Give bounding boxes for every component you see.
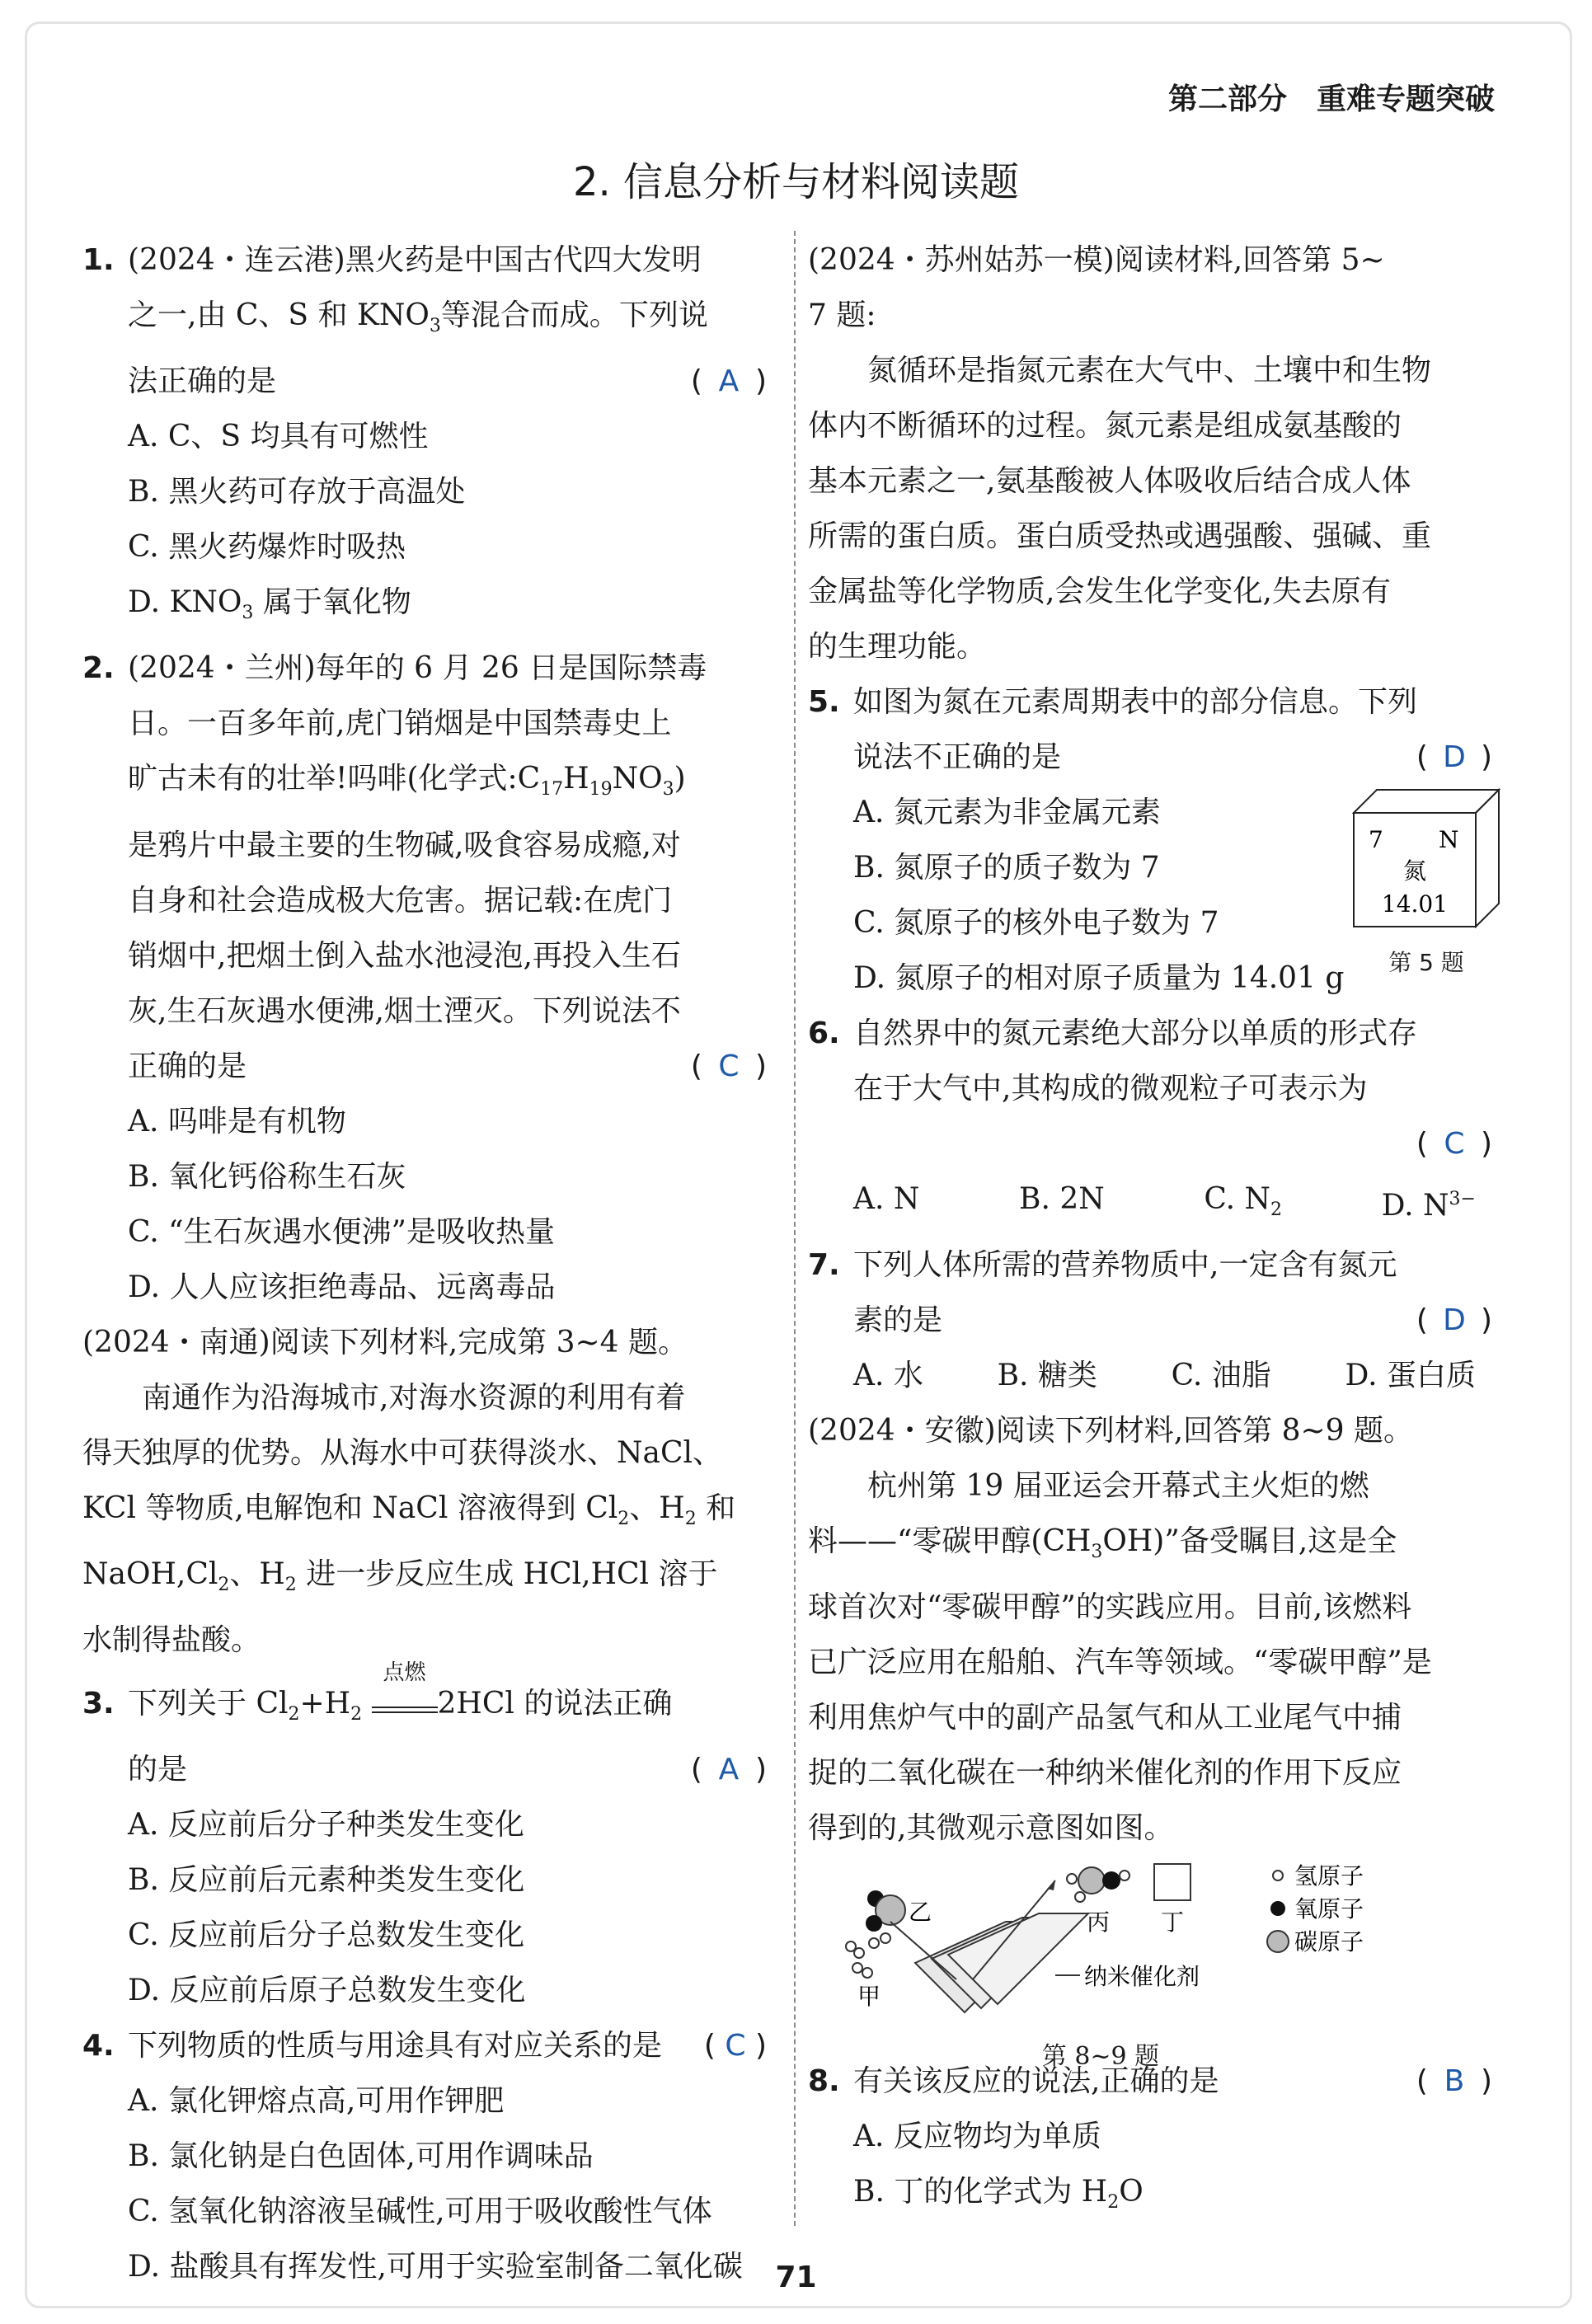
question-text: 自然界中的氮元素绝大部分以单质的形式存 xyxy=(853,1016,1418,1050)
question-text: 的是 xyxy=(128,1753,188,1787)
option-b: B. 2N xyxy=(1018,1182,1105,1216)
q7-options xyxy=(808,1348,1492,1403)
label-ding: 丁 xyxy=(1161,1908,1185,1937)
material-text: 利用焦炉气中的副产品氢气和从工业尾气中捕 xyxy=(808,1701,1402,1735)
question-6 xyxy=(808,1006,1492,1171)
figure-caption: 第 8~9 题 xyxy=(1041,2042,1160,2072)
question-number: 7. xyxy=(808,1248,840,1283)
answer-box: ( C ) xyxy=(1416,1127,1492,1161)
question-number: 2. xyxy=(82,651,115,686)
label-bing: 丙 xyxy=(1087,1908,1111,1937)
material-text: 南通作为沿海城市,对海水资源的利用有着 xyxy=(142,1380,686,1415)
header-part: 第二部分 xyxy=(1167,82,1287,116)
question-text: 素的是 xyxy=(853,1303,943,1338)
material-text: $NaOH,Cl_2$、$H_2$ 进一步反应生成 HCl,HCl 溶于 xyxy=(82,1556,718,1595)
question-text: 下列人体所需的营养物质中,一定含有氮元 xyxy=(853,1248,1397,1283)
material-text: KCl 等物质,电解饱和 NaCl 溶液得到 $Cl_2$、$H_2$ 和 xyxy=(82,1491,736,1529)
material-text: 球首次对“零碳甲醇”的实践应用。目前,该燃料 xyxy=(808,1590,1412,1625)
material-text: 的生理功能。 xyxy=(808,630,987,664)
option-a: A. 反应前后分子种类发生变化 xyxy=(128,1808,524,1843)
question-text: 日。一百多年前,虎门销烟是中国禁毒史上 xyxy=(128,707,672,741)
option-b: B. 氯化钠是白色固体,可用作调味品 xyxy=(128,2139,594,2174)
question-text: 下列关于 $Cl_2+H_2$ 点燃 2HCl 的说法正确 xyxy=(128,1660,673,1725)
option-d: D. 盐酸具有挥发性,可用于实验室制备二氧化碳 xyxy=(128,2250,743,2284)
label-catalyst: 纳米催化剂 xyxy=(1084,1963,1200,1991)
right-column xyxy=(808,232,1492,2231)
option-c: C. 黑火药爆炸时吸热 xyxy=(128,530,406,565)
question-8 xyxy=(808,2054,1492,2109)
answer-box: ( A ) xyxy=(690,1753,767,1787)
option-d: D. 蛋白质 xyxy=(1345,1359,1476,1393)
reaction-micro-diagram xyxy=(808,1856,1492,2072)
material-text: 捉的二氧化碳在一种纳米催化剂的作用下反应 xyxy=(808,1756,1402,1791)
header-section: 重难专题突破 xyxy=(1316,82,1495,116)
option-c: C. 氢氧化钠溶液呈碱性,可用于吸收酸性气体 xyxy=(128,2195,712,2229)
material-source: (2024・南通)阅读下列材料,完成第 3~4 题。 xyxy=(82,1325,688,1359)
label-jia: 甲 xyxy=(857,1983,881,2011)
material-8-9 xyxy=(808,1403,1492,1856)
question-number: 5. xyxy=(808,685,840,719)
periodic-cell-icon xyxy=(1352,788,1500,928)
option-a: A. 氮元素为非金属元素 xyxy=(853,796,1161,829)
element-symbol: N xyxy=(1439,826,1459,853)
element-cell-figure xyxy=(1352,788,1500,979)
question-text: 如图为氮在元素周期表中的部分信息。下列 xyxy=(853,685,1418,719)
option-d: D. $N^{3-}$ xyxy=(1381,1189,1476,1223)
option-a: A. 水 xyxy=(853,1359,923,1393)
page-number: 71 xyxy=(775,2261,817,2294)
option-c: C. “生石灰遇水便沸”是吸收热量 xyxy=(128,1214,555,1249)
question-7 xyxy=(808,1237,1492,1348)
question-text: 自身和社会造成极大危害。据记载:在虎门 xyxy=(128,883,673,918)
answer-box: ( C ) xyxy=(703,2029,767,2063)
question-number: 3. xyxy=(82,1686,115,1721)
question-number: 8. xyxy=(808,2064,840,2099)
material-text: 所需的蛋白质。蛋白质受热或遇强酸、强碱、重 xyxy=(808,519,1432,553)
material-5-7 xyxy=(808,232,1492,674)
question-text: 灰,生石灰遇水便沸,烟土湮灭。下列说法不 xyxy=(128,993,681,1028)
material-source: 7 题: xyxy=(808,298,876,332)
option-a: A. N xyxy=(853,1182,920,1216)
material-text: 得到的,其微观示意图如图。 xyxy=(808,1811,1174,1846)
atomic-number: 7 xyxy=(1369,826,1383,853)
answer-box: ( A ) xyxy=(690,364,767,399)
legend-hydrogen: 氢原子 xyxy=(1294,1862,1364,1890)
option-d: D. $KNO_3$ 属于氧化物 xyxy=(128,585,411,624)
option-c: C. 油脂 xyxy=(1171,1359,1271,1393)
option-d: D. 氮原子的相对原子质量为 14.01 g xyxy=(853,961,1345,995)
material-text: 基本元素之一,氨基酸被人体吸收后结合成人体 xyxy=(808,464,1411,498)
question-text: 是鸦片中最主要的生物碱,吸食容易成瘾,对 xyxy=(128,828,681,862)
question-number: 1. xyxy=(82,243,115,277)
reaction-arrow: 点燃 xyxy=(372,1687,438,1713)
material-text: 体内不断循环的过程。氮元素是组成氨基酸的 xyxy=(808,409,1402,443)
question-text: 之一,由 C、S 和 $KNO_3$等混合而成。下列说 xyxy=(128,298,708,337)
question-text: 法正确的是 xyxy=(128,364,277,399)
question-2 xyxy=(82,641,767,1093)
question-4 xyxy=(82,2018,767,2073)
question-text: 旷古未有的壮举!吗啡(化学式$:C_{17}H_{19}NO_3$) xyxy=(128,762,686,800)
label-yi: 乙 xyxy=(909,1899,932,1927)
question-text: 下列物质的性质与用途具有对应关系的是 xyxy=(128,2029,663,2063)
answer-box: ( D ) xyxy=(1416,1303,1492,1338)
material-text: 已广泛应用在船舶、汽车等领域。“零碳甲醇”是 xyxy=(808,1646,1432,1680)
option-d: D. 人人应该拒绝毒品、远离毒品 xyxy=(128,1270,556,1304)
answer-box: ( D ) xyxy=(1416,740,1492,774)
running-header xyxy=(1139,76,1495,118)
question-1 xyxy=(82,232,767,409)
option-c: C. 氮原子的核外电子数为 7 xyxy=(853,906,1219,940)
option-b: B. 丁的化学式为 $H_2O$ xyxy=(853,2175,1144,2214)
option-a: A. 吗啡是有机物 xyxy=(128,1104,346,1139)
question-text: (2024・连云港)黑火药是中国古代四大发明 xyxy=(128,243,702,277)
material-source: (2024・安徽)阅读下列材料,回答第 8~9 题。 xyxy=(808,1414,1414,1448)
question-text: 有关该反应的说法,正确的是 xyxy=(853,2064,1219,2099)
question-number: 6. xyxy=(808,1016,840,1050)
question-text: 正确的是 xyxy=(128,1049,247,1083)
column-divider xyxy=(794,231,796,2226)
question-text: 销烟中,把烟土倒入盐水池浸泡,再投入生石 xyxy=(128,938,681,973)
material-text: 金属盐等化学物质,会发生化学变化,失去原有 xyxy=(808,575,1391,608)
q5-options-block xyxy=(808,785,1492,1006)
option-c: C. $N_2$ xyxy=(1204,1182,1282,1221)
option-b: B. 反应前后元素种类发生变化 xyxy=(128,1863,525,1898)
material-3-4 xyxy=(82,1315,767,1668)
material-source: (2024・苏州姑苏一模)阅读材料,回答第 5~ xyxy=(808,243,1385,277)
question-text: 在于大气中,其构成的微观粒子可表示为 xyxy=(853,1072,1368,1106)
option-c: C. 反应前后分子总数发生变化 xyxy=(128,1918,525,1953)
option-d: D. 反应前后原子总数发生变化 xyxy=(128,1974,526,2008)
legend-carbon: 碳原子 xyxy=(1294,1928,1364,1956)
material-text: 水制得盐酸。 xyxy=(82,1622,261,1657)
option-b: B. 氧化钙俗称生石灰 xyxy=(128,1159,406,1194)
atomic-mass: 14.01 xyxy=(1381,890,1449,918)
page-title: 2. 信息分析与材料阅读题 xyxy=(572,159,1020,205)
material-text: 杭州第 19 届亚运会开幕式主火炬的燃 xyxy=(867,1469,1369,1504)
material-text: 料——“零碳甲醇$(CH_3OH)$”备受瞩目,这是全 xyxy=(808,1524,1397,1563)
element-name: 氮 xyxy=(1402,857,1427,885)
left-column xyxy=(82,232,767,2294)
option-a: A. 氯化钾熔点高,可用作钾肥 xyxy=(128,2084,505,2119)
question-3 xyxy=(82,1660,767,1797)
material-text: 氮循环是指氮元素在大气中、土壤中和生物 xyxy=(867,354,1432,387)
option-b: B. 黑火药可存放于高温处 xyxy=(128,475,466,509)
question-text: (2024・兰州)每年的 6 月 26 日是国际禁毒 xyxy=(128,651,707,686)
figure-caption: 第 5 题 xyxy=(1388,949,1464,976)
q6-options xyxy=(808,1171,1492,1237)
legend-oxygen: 氧原子 xyxy=(1294,1895,1364,1923)
answer-box: ( C ) xyxy=(690,1049,767,1083)
option-b: B. 糖类 xyxy=(997,1359,1097,1393)
catalyst-diagram-icon xyxy=(808,1856,1492,2021)
answer-box: ( B ) xyxy=(1416,2064,1492,2099)
option-a: A. 反应物均为单质 xyxy=(853,2120,1101,2154)
option-a: A. C、S 均具有可燃性 xyxy=(128,420,429,454)
question-text: 说法不正确的是 xyxy=(853,740,1062,774)
option-b: B. 氮原子的质子数为 7 xyxy=(853,851,1160,885)
material-text: 得天独厚的优势。从海水中可获得淡水、NaCl、 xyxy=(82,1435,723,1470)
question-number: 4. xyxy=(82,2029,115,2063)
question-5 xyxy=(808,674,1492,785)
